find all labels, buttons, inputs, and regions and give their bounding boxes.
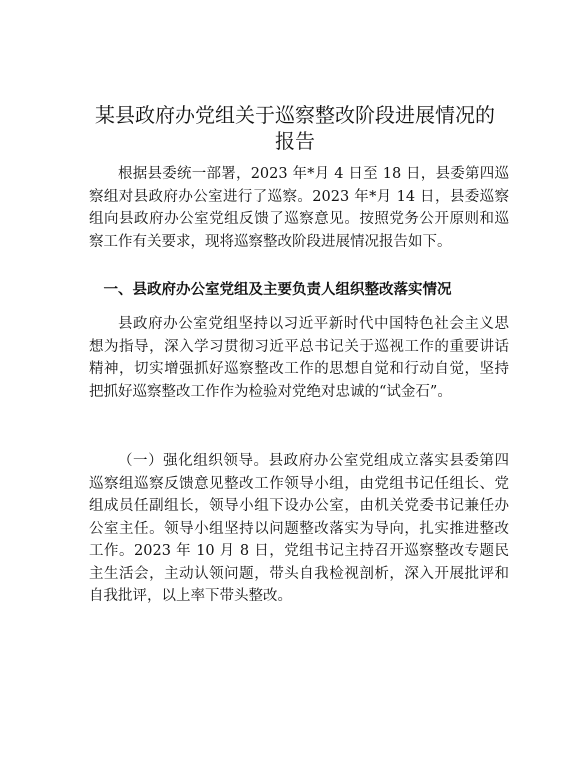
subsection-paragraph: （一）强化组织领导。县政府办公室党组成立落实县委第四巡察组巡察反馈意见整改工作领导小组，由党组书记任组长、党组成员任副组长，领导小组下设办公室，由机关党委书记兼任办公室主任。领导小组坚持以问题整改落实为导向，扎实推进整改工作。2023 年 10 月 8 日，党组书记主持召开巡察整改专题民主生活会，主动认领问题，带头自我检视剖析，深入开展批评和自我批评，以上率下带头整改。	[89, 453, 509, 604]
section-heading: 一、县政府办公室党组及主要负责人组织整改落实情况	[103, 281, 452, 298]
section-body-paragraph: 县政府办公室党组坚持以习近平新时代中国特色社会主义思想为指导，深入学习贯彻习近平总书记关于巡视工作的重要讲话精神，切实增强抓好巡察整改工作的思想自觉和行动自觉，坚持把抓好巡察整改工作作为检验对党绝对忠诚的“试金石”。	[89, 316, 509, 400]
document-title: 某县政府办党组关于巡察整改阶段进展情况的报告	[95, 103, 495, 153]
intro-paragraph: 根据县委统一部署，2023 年*月 4 日至 18 日，县委第四巡察组对县政府办公室进行了巡察。2023 年*月 14 日，县委巡察组向县政府办公室党组反馈了巡察意见。按照党务公开原则和巡察工作有关要求，现将巡察整改阶段进展情况报告如下。	[89, 166, 509, 250]
